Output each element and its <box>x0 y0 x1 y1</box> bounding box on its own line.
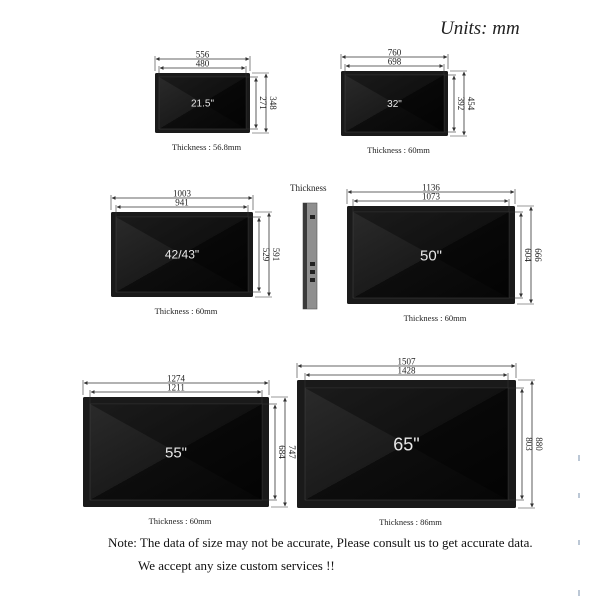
outer-height-label: 454 <box>466 96 476 111</box>
outer-height-label: 348 <box>268 96 278 110</box>
outer-height-label: 591 <box>271 247 281 262</box>
footer-note: Note: The data of size may not be accurate, Please consult us to get accurate data. <box>108 535 533 550</box>
inner-width-label: 1073 <box>422 191 440 202</box>
monitor-6 <box>297 357 544 528</box>
inner-height-label: 271 <box>258 96 268 110</box>
thickness-caption: Thickness : 60mm <box>148 516 212 526</box>
outer-width-label: 1136 <box>422 182 440 193</box>
monitor-3 <box>111 189 281 317</box>
inner-height-label: 529 <box>261 247 271 262</box>
outer-width-label: 1507 <box>397 356 416 367</box>
outer-height-label: 747 <box>287 445 297 459</box>
side-view-panel <box>290 183 327 309</box>
inner-width-label: 1428 <box>397 365 416 376</box>
monitor-size-label: 50" <box>419 247 443 265</box>
side-view-port <box>310 270 315 274</box>
inner-height-label: 604 <box>523 248 533 262</box>
inner-height-label: 684 <box>277 445 287 459</box>
outer-height-label: 880 <box>534 437 544 451</box>
outer-height-label: 666 <box>533 248 543 262</box>
inner-width-label: 1211 <box>167 382 185 393</box>
inner-width-label: 480 <box>195 58 210 69</box>
footer-custom: We accept any size custom services !! <box>138 558 335 573</box>
thickness-caption: Thickness : 56.8mm <box>171 142 242 152</box>
inner-width-label: 698 <box>387 56 402 67</box>
monitor-2 <box>341 48 476 156</box>
side-view-port <box>310 278 315 282</box>
monitor-size-label: 42/43" <box>164 247 200 262</box>
inner-width-label: 941 <box>175 197 189 208</box>
outer-width-label: 556 <box>195 49 210 60</box>
monitor-size-label: 32" <box>387 99 402 110</box>
outer-width-label: 1003 <box>173 188 191 199</box>
side-view-label: Thickness <box>290 183 327 193</box>
side-view-front <box>303 203 307 309</box>
outer-width-label: 1274 <box>167 373 185 384</box>
monitor-4 <box>347 183 543 324</box>
units-label: Units: mm <box>440 18 520 39</box>
outer-width-label: 760 <box>387 47 402 58</box>
thickness-caption: Thickness : 60mm <box>367 145 430 155</box>
edge-mark <box>578 493 580 498</box>
edge-mark <box>578 590 580 596</box>
edge-mark <box>578 455 580 461</box>
monitor-size-label: 55" <box>164 444 188 462</box>
thickness-caption: Thickness : 60mm <box>403 313 467 323</box>
edge-mark <box>578 540 580 545</box>
side-view-port <box>310 262 315 266</box>
thickness-caption: Thickness : 86mm <box>379 517 442 527</box>
monitor-size-label: 65" <box>393 434 420 455</box>
thickness-caption: Thickness : 60mm <box>154 306 218 316</box>
monitor-5 <box>83 374 297 527</box>
monitor-1 <box>155 50 278 153</box>
inner-height-label: 392 <box>456 96 466 111</box>
side-view-port <box>310 215 315 219</box>
monitor-size-label: 21.5" <box>190 98 215 110</box>
inner-height-label: 803 <box>524 437 534 451</box>
